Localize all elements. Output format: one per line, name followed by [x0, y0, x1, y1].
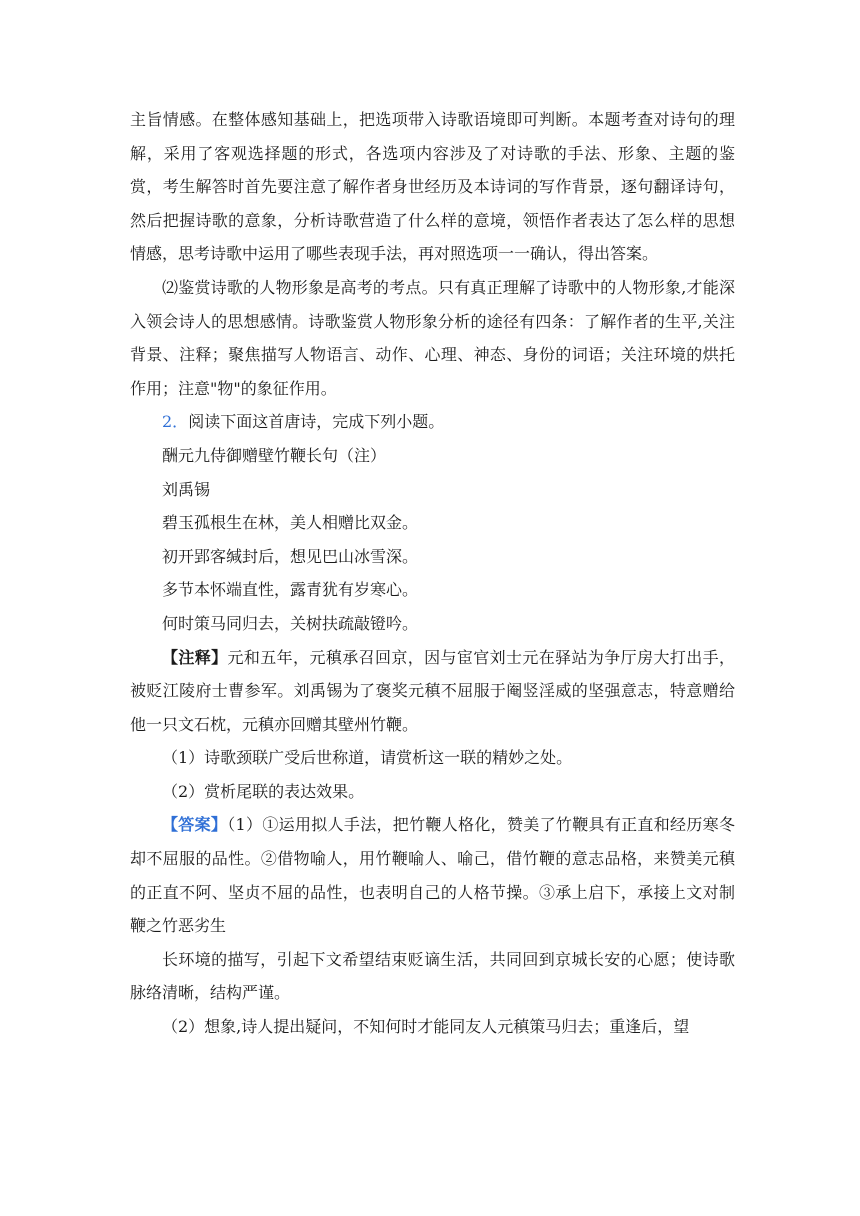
sub-question-2: （2）赏析尾联的表达效果。: [162, 781, 365, 801]
answer-paragraph-2: 长环境的描写，引起下文希望结束贬谪生活，共同回到京城长安的心愿；使诗歌脉络清晰，结构严谨。: [130, 949, 735, 1003]
answer-text-1: （1）①运用拟人手法，把竹鞭人格化，赞美了竹鞭具有正直和经历寒冬却不屈服的品性。②借物喻人，用竹鞭喻人、喻己，借竹鞭的意志品格，来赞美元稹的正直不阿、坚贞不屈的品性，也表明自己的人格节操。③承上启下，承接上文对制鞭之竹恶劣生: [130, 815, 735, 936]
question-heading: [130, 405, 735, 439]
explanation-paragraph: 主旨情感。在整体感知基础上，把选项带入诗歌语境即可判断。本题考查对诗句的理解，采用了客观选择题的形式，各选项内容涉及了对诗歌的手法、形象、主题的鉴赏，考生解答时首先要注意了解作者身世经历及本诗词的写作背景，逐句翻译诗句，然后把握诗歌的意象，分析诗歌营造了什么样的意境，领悟作者表达了怎么样的思想情感，思考诗歌中运用了哪些表现手法，再对照选项一一确认，得出答案。: [130, 110, 735, 264]
explanation-paragraph-2: ⑵鉴赏诗歌的人物形象是高考的考点。只有真正理解了诗歌中的人物形象,才能深入领会诗人的思想感情。诗歌鉴赏人物形象分析的途径有四条：了解作者的生平,关注背景、注释；聚焦描写人物语言、动作、心理、神态、身份的词语；关注环境的烘托作用；注意"物"的象征作用。: [130, 277, 735, 398]
document-body: [130, 103, 735, 1044]
poem-line: 碧玉孤根生在林，美人相赠比双金。: [162, 513, 419, 533]
note-text: 元和五年，元稹承召回京，因与宦官刘士元在驿站为争厅房大打出手，被贬江陵府士曹参军。刘禹锡为了褒奖元稹不屈服于阉竖淫威的坚强意志，特意赠给他一只文石枕，元稹亦回赠其壁州竹鞭。: [130, 647, 735, 734]
poem-line: 多节本怀端直性，露青犹有岁寒心。: [162, 580, 419, 600]
answer-paragraph: [130, 808, 735, 942]
sub-question-1: （1）诗歌颈联广受后世称道，请赏析这一联的精妙之处。: [162, 748, 573, 768]
poem-author: 刘禹锡: [162, 479, 211, 499]
note-label: 【注释】: [162, 647, 228, 667]
poem-line: 初开郢客缄封后，想见巴山冰雪深。: [162, 546, 419, 566]
question-prompt: 阅读下面这首唐诗，完成下列小题。: [188, 412, 445, 432]
answer-label: 【答案】: [162, 815, 228, 835]
poem-title: 酬元九侍御赠壁竹鞭长句（注）: [162, 445, 387, 465]
poem-line: 何时策马同归去，关树扶疏敲镫吟。: [162, 613, 419, 633]
answer-paragraph-3: （2）想象,诗人提出疑问，不知何时才能同友人元稹策马归去；重逢后，望: [162, 1017, 690, 1037]
question-number: 2．: [162, 412, 189, 432]
poem-note: [130, 641, 735, 742]
